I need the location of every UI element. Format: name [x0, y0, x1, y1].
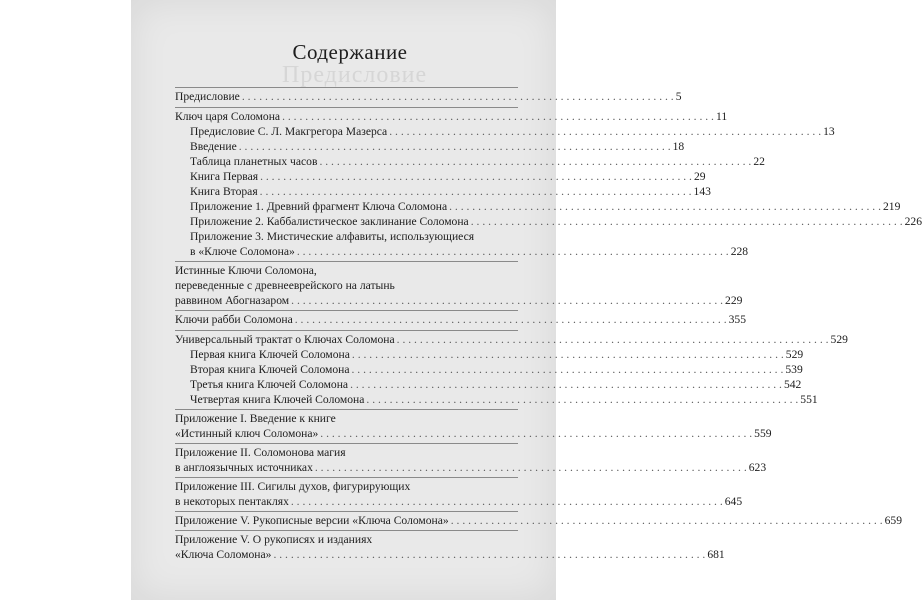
toc-entry: Приложение V. Рукописные версии «Ключа Соломона» . . . 659 [175, 513, 518, 528]
toc-entry: Приложение I. Введение к книге [175, 412, 336, 425]
toc-entry: Четвертая книга Ключей Соломона . . . 551 [175, 392, 518, 407]
section-divider [175, 511, 518, 512]
toc-entry: Книга Первая . . . 29 [175, 169, 518, 184]
toc-entry: Приложение II. Соломонова магия [175, 446, 346, 459]
toc-entry: Предисловие . . . 5 [175, 89, 518, 104]
toc-entry: Книга Вторая . . . 143 [175, 184, 518, 199]
toc-entry: Ключ царя Соломона . . . 11 [175, 109, 518, 124]
toc-entry: Ключи рабби Соломона . . . 355 [175, 312, 518, 327]
section-divider [175, 330, 518, 331]
section-divider [175, 477, 518, 478]
section-divider [175, 443, 518, 444]
section-divider [175, 87, 518, 88]
toc-entry: Введение . . . 18 [175, 139, 518, 154]
toc-entry: в некоторых пентаклях . . . 645 [175, 494, 518, 509]
toc-entry: Истинные Ключи Соломона, [175, 264, 317, 277]
toc-entry: Приложение V. О рукописях и изданиях [175, 533, 373, 546]
toc-entry: Приложение III. Сигилы духов, фигурирующих [175, 480, 411, 493]
section-divider [175, 310, 518, 311]
toc-entry: «Ключа Соломона» . . . 681 [175, 547, 518, 562]
toc-entry: в «Ключе Соломона» . . . 228 [175, 244, 518, 259]
toc-entry: Приложение 1. Древний фрагмент Ключа Соломона . . . 219 [175, 199, 518, 214]
toc-entry: Таблица планетных часов . . . 22 [175, 154, 518, 169]
section-divider [175, 409, 518, 410]
toc-entry: переведенные с древнееврейского на латынь [175, 279, 395, 292]
toc-entry: Первая книга Ключей Соломона . . . 529 [175, 347, 518, 362]
toc-entry: раввином Абогназаром . . . 229 [175, 293, 518, 308]
section-divider [175, 261, 518, 262]
toc-entry: Третья книга Ключей Соломона . . . 542 [175, 377, 518, 392]
bleed-through-heading: Предисловие [282, 62, 428, 88]
toc-entry: Вторая книга Ключей Соломона . . . 539 [175, 362, 518, 377]
toc-entry: Универсальный трактат о Ключах Соломона . . . 529 [175, 332, 518, 347]
section-divider [175, 107, 518, 108]
toc-entry: Приложение 2. Каббалистическое заклинание Соломона . . . 226 [175, 214, 518, 229]
toc-entry: «Истинный ключ Соломона» . . . 559 [175, 426, 518, 441]
toc-entry: Приложение 3. Мистические алфавиты, использующиеся [190, 230, 475, 243]
page-title: Содержание [292, 40, 408, 64]
toc-entry: в англоязычных источниках . . . 623 [175, 460, 518, 475]
toc-entry: Предисловие С. Л. Макгрегора Мазерса . . . 13 [175, 124, 518, 139]
section-divider [175, 530, 518, 531]
